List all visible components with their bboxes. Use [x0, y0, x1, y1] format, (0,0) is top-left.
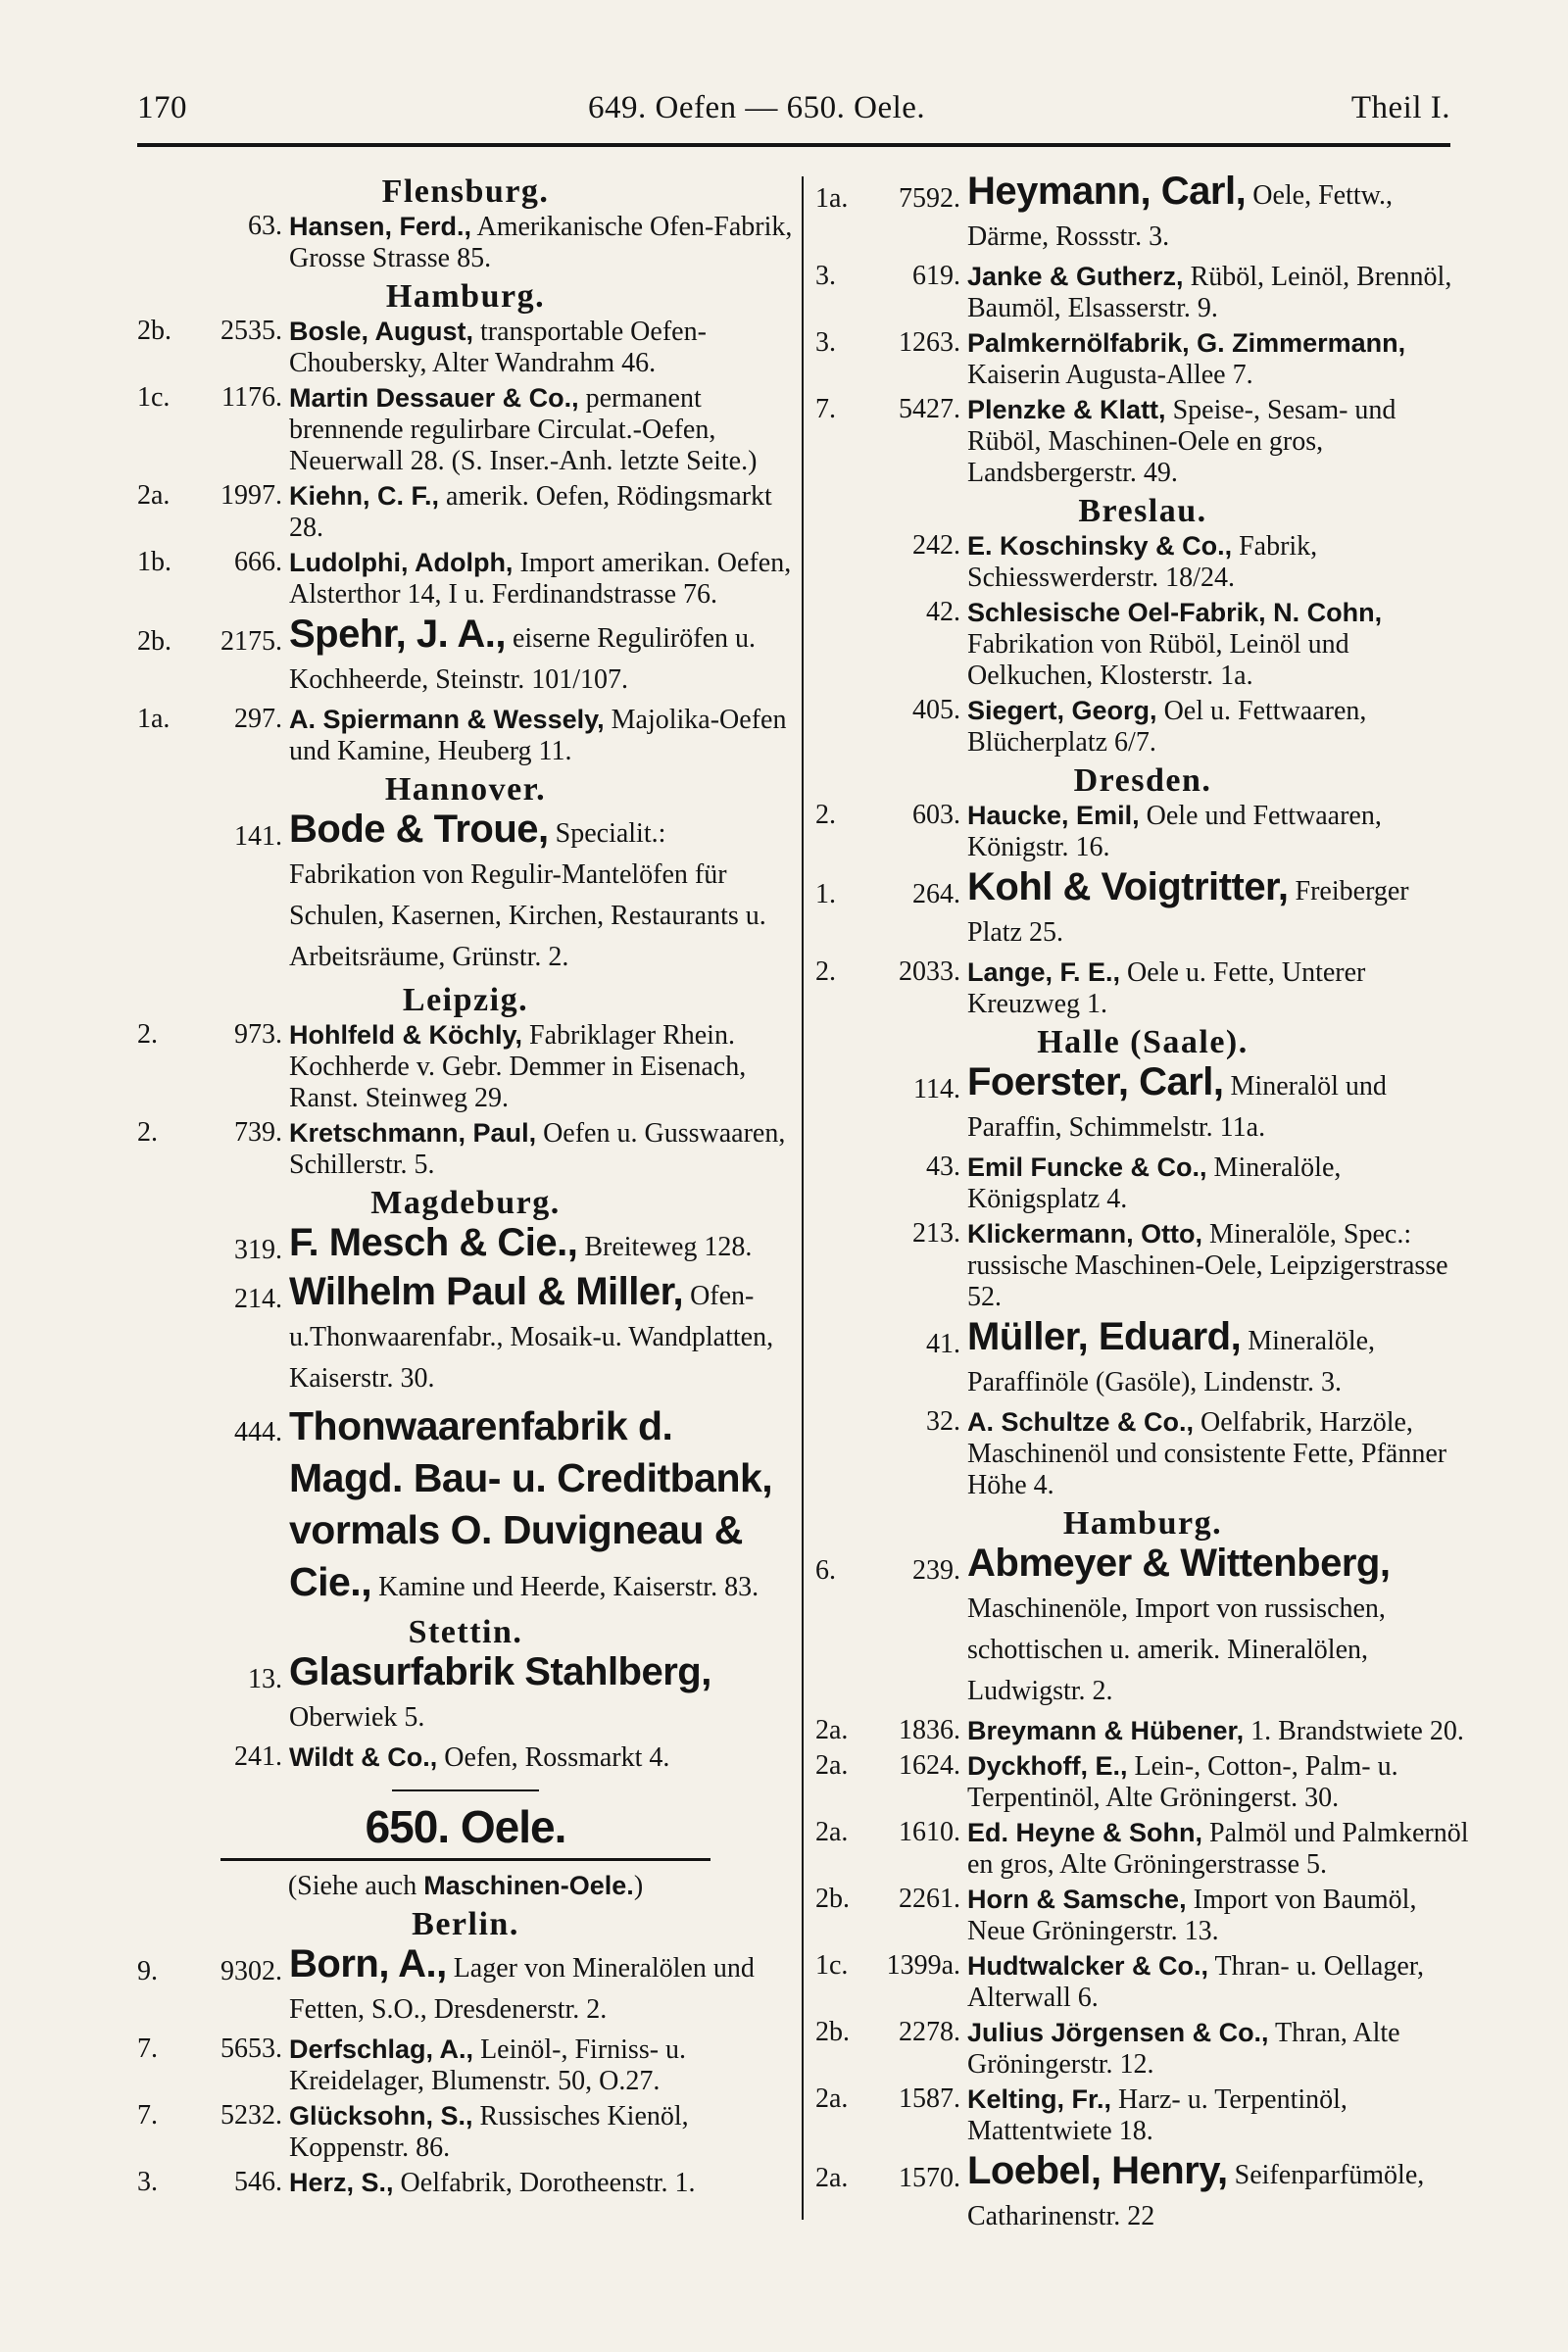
- right-column: [815, 171, 1470, 2240]
- company-name: A. Schultze & Co.,: [967, 1407, 1195, 1437]
- company-name: Hohlfeld & Köchly,: [289, 1020, 523, 1050]
- listing-class: 2b.: [137, 316, 172, 346]
- company-name: Kelting, Fr.,: [967, 2084, 1112, 2114]
- listing-entry: [815, 1152, 1470, 1215]
- company-name: Foerster, Carl,: [967, 1060, 1224, 1103]
- company-name: Haucke, Emil,: [967, 801, 1140, 830]
- listing-entry: [815, 1543, 1470, 1712]
- listing-number: 43.: [926, 1152, 960, 1182]
- listing-description: Oelfabrik, Harzöle, Maschinenöl und consistente Fette, Pfänner Höhe 4.: [967, 1407, 1447, 1500]
- listing-number: 42.: [926, 597, 960, 627]
- listing-class: 2a.: [815, 1750, 849, 1781]
- company-name: Schlesische Oel-Fabrik, N. Cohn,: [967, 598, 1383, 627]
- listing-number: 5427.: [899, 394, 960, 424]
- listing-number: 1587.: [899, 2083, 960, 2114]
- company-name: Kretschmann, Paul,: [289, 1118, 537, 1148]
- listing-description: Mineralöle, Spec.: russische Maschinen-Oele, Leipzigerstrasse 52.: [967, 1219, 1448, 1312]
- company-name: Wildt & Co.,: [289, 1742, 438, 1772]
- listing-number: 5232.: [220, 2100, 282, 2131]
- listing-entry: [137, 808, 794, 978]
- listing-number: 666.: [234, 547, 282, 577]
- listing-entry: [137, 1222, 794, 1268]
- listing-class: 1a.: [137, 704, 171, 734]
- listing-number: 1610.: [899, 1817, 960, 1847]
- listing-entry: [137, 1651, 794, 1739]
- listing-number: 242.: [912, 530, 960, 561]
- listing-number: 1263.: [899, 327, 960, 358]
- listing-description: Majolika-Oefen und Kamine, Heuberg 11.: [289, 705, 787, 766]
- listing-number: 1399a.: [886, 1950, 960, 1981]
- city-heading: Hamburg.: [1062, 1505, 1223, 1542]
- company-name: Born, A.,: [289, 1942, 447, 1985]
- listing-number: 32.: [926, 1406, 960, 1437]
- listing-entry: [815, 327, 1470, 391]
- listing-number: 1570.: [899, 2163, 960, 2193]
- listing-class: 3.: [815, 261, 836, 291]
- company-name: A. Spiermann & Wessely,: [289, 705, 605, 734]
- listing-entry: [137, 613, 794, 701]
- company-name: Janke & Gutherz,: [967, 262, 1184, 291]
- listing-description: Oel u. Fettwaaren, Blücherplatz 6/7.: [967, 696, 1367, 758]
- listing-number: 214.: [234, 1284, 282, 1314]
- listing-number: 739.: [234, 1117, 282, 1148]
- listing-entry: [815, 1950, 1470, 2014]
- listing-entry: [815, 2150, 1470, 2237]
- company-name: Abmeyer & Wittenberg,: [967, 1542, 1391, 1585]
- listing-description: permanent brennende regulirbare Circulat.-Oefen, Neuerwall 28. (S. Inser.-Anh. letzte Seite.): [289, 383, 758, 476]
- see-also-suffix: ): [633, 1871, 644, 1901]
- listing-class: 7.: [815, 394, 836, 424]
- column-divider: [802, 176, 804, 2220]
- company-name: Glasurfabrik Stahlberg,: [289, 1650, 711, 1693]
- page-header: [137, 90, 1450, 135]
- listing-entry: [815, 1715, 1470, 1747]
- listing-description: Oberwiek 5.: [289, 1702, 425, 1733]
- listing-class: 2a.: [815, 2163, 849, 2193]
- listing-description: Freiberger Platz 25.: [967, 876, 1409, 948]
- company-name: Martin Dessauer & Co.,: [289, 383, 579, 413]
- listing-description: eiserne Reguliröfen u. Kochheerde, Steinstr. 101/107.: [289, 623, 757, 695]
- section-divider: [220, 1858, 710, 1861]
- see-also-reference: Maschinen-Oele.: [423, 1871, 634, 1900]
- section-divider: [392, 1789, 539, 1791]
- listing-entry: [815, 1884, 1470, 1947]
- company-name: Emil Funcke & Co.,: [967, 1152, 1207, 1182]
- listing-entry: [815, 866, 1470, 954]
- listing-class: 2a.: [815, 2083, 849, 2114]
- section-title: 650. Oele.: [365, 1801, 566, 1852]
- company-name: Plenzke & Klatt,: [967, 395, 1166, 424]
- listing-description: Seifenparfümöle, Catharinenstr. 22: [967, 2160, 1425, 2231]
- listing-entry: [137, 1019, 794, 1114]
- left-column: [137, 171, 794, 2202]
- listing-description: Rüböl, Leinöl, Brennöl, Baumöl, Elsasserstr. 9.: [967, 262, 1452, 323]
- company-name: Breymann & Hübener,: [967, 1716, 1245, 1745]
- company-name: Klickermann, Otto,: [967, 1219, 1203, 1249]
- company-name: Herz, S.,: [289, 2168, 394, 2197]
- listing-entry: [815, 1750, 1470, 1814]
- listing-number: 2033.: [899, 956, 960, 987]
- listing-entry: [815, 1061, 1470, 1149]
- company-name: Julius Jörgensen & Co.,: [967, 2018, 1269, 2047]
- listing-description: Oelfabrik, Dorotheenstr. 1.: [393, 2168, 696, 2198]
- listing-description: Thran- u. Oellager, Alterwall 6.: [967, 1951, 1424, 2013]
- listing-entry: [815, 956, 1470, 1020]
- listing-entry: [137, 1402, 794, 1610]
- listing-description: Thran, Alte Gröningerstr. 12.: [967, 2018, 1400, 2080]
- listing-class: 2b.: [137, 626, 172, 657]
- listing-entry: [137, 382, 794, 477]
- listing-description: Import amerikan. Oefen, Alsterthor 14, I u. Ferdinandstrasse 76.: [289, 548, 792, 610]
- listing-description: Maschinenöle, Import von russischen, schottischen u. amerik. Mineralölen, Ludwigstr. 2.: [967, 1593, 1386, 1706]
- city-heading: Hannover.: [384, 771, 547, 808]
- company-name: Siegert, Georg,: [967, 696, 1157, 725]
- company-name: Thonwaarenfabrik d. Magd. Bau- u. Creditbank, vormals O. Duvigneau & Cie.,: [289, 1403, 773, 1604]
- listing-number: 603.: [912, 800, 960, 830]
- listing-class: 2a.: [815, 1715, 849, 1745]
- listing-class: 2.: [815, 800, 836, 830]
- listing-entry: [137, 1943, 794, 2031]
- listing-entry: [815, 1316, 1470, 1403]
- company-name: Glücksohn, S.,: [289, 2101, 473, 2131]
- listing-description: Ofen-u.Thonwaarenfabr., Mosaik-u. Wandplatten, Kaiserstr. 30.: [289, 1281, 774, 1394]
- listing-description: Lager von Mineralölen und Fetten, S.O., Dresdenerstr. 2.: [289, 1953, 755, 2025]
- company-name: Dyckhoff, E.,: [967, 1751, 1128, 1781]
- listing-entry: [815, 800, 1470, 863]
- listing-class: 2.: [137, 1117, 158, 1148]
- company-name: Spehr, J. A.,: [289, 612, 506, 656]
- listing-class: 3.: [137, 2167, 158, 2197]
- city-heading: Magdeburg.: [370, 1185, 561, 1221]
- listing-description: Oele, Fettw., Därme, Rossstr. 3.: [967, 180, 1394, 252]
- company-name: Hansen, Ferd.,: [289, 212, 472, 241]
- listing-description: Oefen, Rossmarkt 4.: [437, 1742, 670, 1773]
- listing-description: Mineralöle, Paraffinöle (Gasöle), Lindenstr. 3.: [967, 1326, 1376, 1397]
- listing-number: 2175.: [220, 626, 282, 657]
- listing-class: 2.: [137, 1019, 158, 1050]
- city-heading: Halle (Saale).: [1037, 1024, 1249, 1060]
- listing-number: 546.: [234, 2167, 282, 2197]
- listing-entry: [815, 2083, 1470, 2147]
- listing-number: 5653.: [220, 2034, 282, 2064]
- company-name: Kohl & Voigtritter,: [967, 865, 1289, 908]
- listing-entry: [815, 2017, 1470, 2081]
- listing-number: 264.: [912, 879, 960, 909]
- listing-class: 1c.: [815, 1950, 849, 1981]
- company-name: Hudtwalcker & Co.,: [967, 1951, 1209, 1981]
- listing-number: 7592.: [899, 183, 960, 214]
- listing-description: Mineralöl und Paraffin, Schimmelstr. 11a.: [967, 1071, 1387, 1143]
- listing-number: 1624.: [899, 1750, 960, 1781]
- listing-number: 973.: [234, 1019, 282, 1050]
- running-title: 649. Oefen — 650. Oele.: [588, 90, 926, 125]
- listing-description: Oele u. Fette, Unterer Kreuzweg 1.: [967, 957, 1366, 1019]
- city-heading: Berlin.: [412, 1906, 519, 1942]
- city-heading: Hamburg.: [385, 278, 546, 315]
- listing-number: 141.: [234, 821, 282, 852]
- listing-description: Mineralöle, Königsplatz 4.: [967, 1152, 1342, 1214]
- header-rule: [137, 143, 1450, 147]
- company-name: Müller, Eduard,: [967, 1315, 1242, 1358]
- company-name: Kiehn, C. F.,: [289, 481, 440, 511]
- listing-number: 239.: [912, 1555, 960, 1586]
- listing-description: transportable Oefen-Choubersky, Alter Wandrahm 46.: [289, 317, 707, 378]
- listing-entry: [815, 530, 1470, 594]
- company-name: Ludolphi, Adolph,: [289, 548, 514, 577]
- listing-entry: [137, 2034, 794, 2097]
- company-name: Palmkernölfabrik, G. Zimmermann,: [967, 328, 1406, 358]
- company-name: Heymann, Carl,: [967, 170, 1247, 213]
- listing-number: 1176.: [221, 382, 282, 413]
- listing-class: 2b.: [815, 2017, 850, 2047]
- company-name: Lange, F. E.,: [967, 957, 1121, 987]
- listing-description: Lein-, Cotton-, Palm- u. Terpentinöl, Alte Gröningerst. 30.: [967, 1751, 1398, 1813]
- listing-number: 297.: [234, 704, 282, 734]
- listing-number: 319.: [234, 1235, 282, 1265]
- listing-class: 9.: [137, 1956, 158, 1986]
- listing-description: Import von Baumöl, Neue Gröningerstr. 13.: [967, 1885, 1417, 1946]
- company-name: Bosle, August,: [289, 317, 474, 346]
- listing-entry: [137, 1271, 794, 1399]
- listing-number: 213.: [912, 1218, 960, 1249]
- city-heading: Flensburg.: [381, 173, 550, 210]
- listing-class: 2b.: [815, 1884, 850, 1914]
- page-number: 170: [137, 90, 187, 125]
- listing-description: Specialit.: Fabrikation von Regulir-Mantelöfen für Schulen, Kasernen, Kirchen, Restaurants u. Arbeitsräume, Grünstr. 2.: [289, 818, 766, 972]
- listing-description: Oele und Fettwaaren, Königstr. 16.: [967, 801, 1382, 862]
- listing-entry: [137, 316, 794, 379]
- listing-number: 13.: [248, 1664, 282, 1694]
- listing-entry: [815, 394, 1470, 489]
- listing-description: Kamine und Heerde, Kaiserstr. 83.: [371, 1572, 760, 1602]
- listing-entry: [815, 261, 1470, 324]
- company-name: Bode & Troue,: [289, 808, 549, 851]
- listing-entry: [815, 695, 1470, 759]
- listing-description: Palmöl und Palmkernöl en gros, Alte Gröningerstrasse 5.: [967, 1818, 1469, 1880]
- listing-number: 444.: [234, 1417, 282, 1447]
- listing-number: 405.: [912, 695, 960, 725]
- listing-number: 63.: [248, 211, 282, 241]
- listing-description: Fabriklager Rhein. Kochherde v. Gebr. Demmer in Eisenach, Ranst. Steinweg 29.: [289, 1020, 747, 1113]
- listing-class: 2.: [815, 956, 836, 987]
- listing-entry: [137, 211, 794, 274]
- listing-class: 1a.: [815, 183, 849, 214]
- listing-entry: [137, 2100, 794, 2164]
- listing-number: 241.: [234, 1741, 282, 1772]
- company-name: F. Mesch & Cie.,: [289, 1221, 578, 1264]
- listing-description: amerik. Oefen, Rödingsmarkt 28.: [289, 481, 772, 543]
- listing-description: Oefen u. Gusswaaren, Schillerstr. 5.: [289, 1118, 786, 1180]
- city-heading: Breslau.: [1078, 493, 1207, 529]
- company-name: Derfschlag, A.,: [289, 2034, 474, 2064]
- see-also-prefix: (Siehe auch: [287, 1871, 424, 1901]
- listing-description: Speise-, Sesam- und Rüböl, Maschinen-Oele en gros, Landsbergerstr. 49.: [967, 395, 1396, 488]
- listing-class: 1b.: [137, 547, 172, 577]
- listing-class: 1c.: [137, 382, 171, 413]
- listing-entry: [137, 1741, 794, 1774]
- listing-description: Amerikanische Ofen-Fabrik, Grosse Strasse 85.: [289, 212, 793, 273]
- listing-entry: [815, 1817, 1470, 1881]
- city-heading: Leipzig.: [402, 982, 529, 1018]
- listing-entry: [815, 1406, 1470, 1501]
- listing-description: 1. Brandstwiete 20.: [1244, 1716, 1464, 1746]
- listing-class: 7.: [137, 2034, 158, 2064]
- listing-description: Fabrik, Schiesswerderstr. 18/24.: [967, 531, 1318, 593]
- listing-number: 2261.: [899, 1884, 960, 1914]
- listing-number: 114.: [913, 1074, 960, 1104]
- listing-class: 3.: [815, 327, 836, 358]
- listing-number: 1836.: [899, 1715, 960, 1745]
- listing-description: Harz- u. Terpentinöl, Mattentwiete 18.: [967, 2084, 1348, 2146]
- listing-entry: [815, 597, 1470, 692]
- listing-entry: [137, 480, 794, 544]
- listing-number: 9302.: [220, 1956, 282, 1986]
- company-name: E. Koschinsky & Co.,: [967, 531, 1233, 561]
- listing-number: 41.: [926, 1329, 960, 1359]
- listing-entry: [137, 1117, 794, 1181]
- listing-entry: [815, 1218, 1470, 1313]
- listing-class: 6.: [815, 1555, 836, 1586]
- company-name: Wilhelm Paul & Miller,: [289, 1270, 684, 1313]
- part-label: Theil I.: [1350, 90, 1450, 125]
- see-also-note: [137, 1869, 794, 1903]
- listing-number: 2535.: [220, 316, 282, 346]
- city-heading: Stettin.: [408, 1614, 523, 1650]
- listing-description: Fabrikation von Rüböl, Leinöl und Oelkuchen, Klosterstr. 1a.: [967, 629, 1349, 691]
- city-heading: Dresden.: [1073, 762, 1212, 799]
- listing-class: 2a.: [137, 480, 171, 511]
- listing-description: Leinöl-, Firniss- u. Kreidelager, Blumenstr. 50, O.27.: [289, 2034, 687, 2096]
- company-name: Ed. Heyne & Sohn,: [967, 1818, 1203, 1847]
- company-name: Horn & Samsche,: [967, 1885, 1187, 1914]
- listing-description: Kaiserin Augusta-Allee 7.: [967, 360, 1253, 390]
- company-name: Loebel, Henry,: [967, 2149, 1228, 2192]
- listing-description: Russisches Kienöl, Koppenstr. 86.: [289, 2101, 689, 2163]
- listing-number: 619.: [912, 261, 960, 291]
- listing-entry: [137, 547, 794, 611]
- listing-class: 1.: [815, 879, 836, 909]
- listing-number: 1997.: [220, 480, 282, 511]
- listing-number: 2278.: [899, 2017, 960, 2047]
- listing-entry: [137, 2167, 794, 2199]
- listing-entry: [815, 171, 1470, 258]
- listing-description: Breiteweg 128.: [577, 1232, 753, 1262]
- listing-class: 2a.: [815, 1817, 849, 1847]
- listing-entry: [137, 704, 794, 767]
- listing-class: 7.: [137, 2100, 158, 2131]
